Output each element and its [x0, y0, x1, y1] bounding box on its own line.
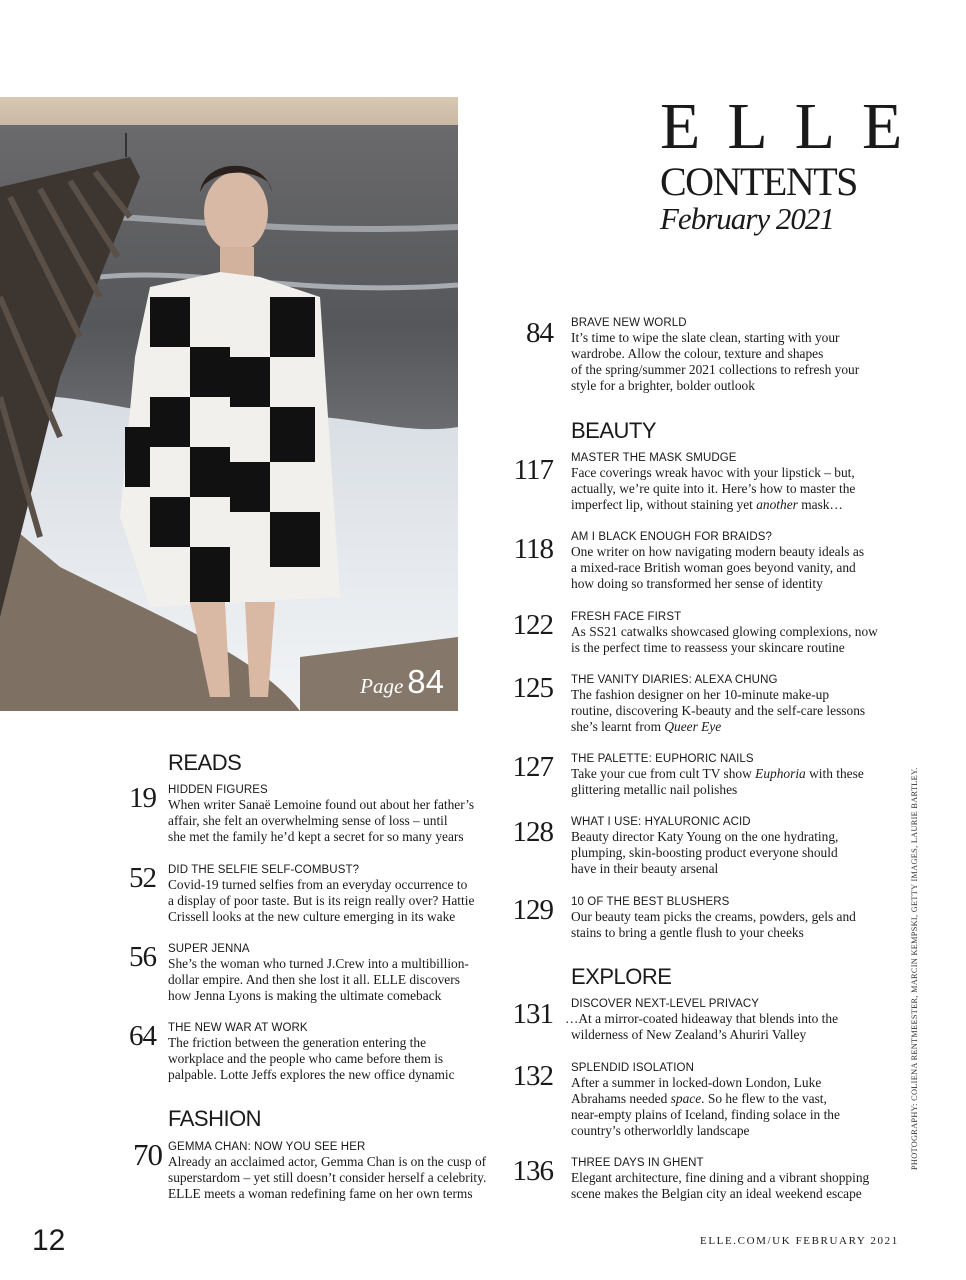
entry-title: MASTER THE MASK SMUDGE — [571, 452, 737, 464]
entry-description: After a summer in locked-down London, Luke Abrahams needed space. So he flew to the vast, near-empty plains of Iceland, finding solace in the country’s otherworldly landscape — [571, 1075, 840, 1138]
entry-page-number: 129 — [512, 894, 553, 926]
page-title: CONTENTS — [660, 159, 857, 204]
reads-entry[interactable] — [129, 782, 475, 845]
photo-page-word: Page — [360, 674, 404, 698]
entry-page-number: 19 — [129, 782, 156, 814]
entry-title: HIDDEN FIGURES — [168, 784, 268, 796]
entry-description: When writer Sanaë Lemoine found out about her father’s affair, she felt an overwhelming sense of loss – until she met the family he’d kept a secret for so many years — [168, 797, 475, 844]
entry-page-number: 56 — [129, 941, 156, 973]
entry-title: AM I BLACK ENOUGH FOR BRAIDS? — [571, 531, 772, 543]
entry-page-number: 127 — [512, 751, 553, 783]
entry-page-number: 128 — [512, 816, 553, 848]
entry-page-number: 125 — [512, 672, 553, 704]
entry-description: …At a mirror-coated hideaway that blends into the wilderness of New Zealand’s Ahuriri Valley — [565, 1011, 839, 1042]
entry-page-number: 131 — [512, 998, 553, 1030]
entry-title: DISCOVER NEXT-LEVEL PRIVACY — [571, 998, 760, 1010]
entry-description: Elegant architecture, fine dining and a vibrant shopping scene makes the Belgian city an ideal weekend escape — [571, 1170, 870, 1201]
entry-page-number: 84 — [526, 317, 553, 349]
entry-page-number: 132 — [512, 1060, 553, 1092]
entry-title: GEMMA CHAN: NOW YOU SEE HER — [168, 1141, 366, 1153]
entry-title: THE NEW WAR AT WORK — [168, 1022, 308, 1034]
entry-title: THREE DAYS IN GHENT — [571, 1157, 704, 1169]
entry-description: Covid-19 turned selfies from an everyday occurrence to a display of poor taste. But is its reign really over? Hattie Crissell looks at the new culture emerging in its wake — [168, 877, 475, 924]
photo-page-label — [360, 663, 444, 701]
beauty-entry[interactable] — [512, 894, 856, 941]
entry-description: It’s time to wipe the slate clean, starting with your wardrobe. Allow the colour, texture and shapes of the spring/summer 2021 collections to refresh your style for a brighter, bolder outlook — [571, 330, 860, 393]
entry-title: SUPER JENNA — [168, 943, 250, 955]
entry-page-number: 118 — [513, 533, 553, 565]
entry-title: FRESH FACE FIRST — [571, 611, 682, 623]
entry-page-number: 122 — [512, 609, 553, 641]
fashion-entry[interactable] — [133, 1137, 487, 1202]
beauty-entry[interactable] — [513, 530, 865, 592]
explore-entry[interactable] — [512, 997, 839, 1043]
entry-description: Beauty director Katy Young on the one hydrating, plumping, skin-boosting product everyone should have in their beauty arsenal — [571, 829, 839, 876]
elle-logo: ELLE — [660, 90, 930, 163]
entry-description: As SS21 catwalks showcased glowing complexions, now is the perfect time to reassess your skincare routine — [571, 624, 878, 655]
section-heading-reads: READS — [168, 750, 242, 775]
entry-title: THE VANITY DIARIES: ALEXA CHUNG — [571, 674, 778, 686]
entry-title: WHAT I USE: HYALURONIC ACID — [571, 816, 751, 828]
entry-description: Take your cue from cult TV show Euphoria with these glittering metallic nail polishes — [571, 766, 864, 797]
cover-photo — [0, 97, 458, 711]
reads-entry[interactable] — [129, 1020, 455, 1083]
lead-entry[interactable] — [526, 316, 860, 394]
beauty-entry[interactable] — [512, 609, 878, 656]
entry-description: Our beauty team picks the creams, powders, gels and stains to bring a gentle flush to your cheeks — [571, 909, 856, 940]
entry-description: The fashion designer on her 10-minute make-up routine, discovering K-beauty and the self-care lessons she’s learnt from Queer Eye — [571, 687, 866, 734]
explore-entry[interactable] — [512, 1060, 840, 1139]
photo-credit: PHOTOGRAPHY: COLIENA RENTMEESTER, MARCIN KEMPSKI, GETTY IMAGES, LAURIE BARTLEY. — [910, 767, 919, 1170]
entry-page-number: 52 — [129, 862, 156, 894]
reads-entry[interactable] — [129, 862, 475, 925]
section-heading-explore: EXPLORE — [571, 964, 672, 989]
page-folio: 12 — [32, 1224, 66, 1257]
issue-date: February 2021 — [660, 201, 834, 236]
entry-title: THE PALETTE: EUPHORIC NAILS — [571, 753, 754, 765]
footer-line: ELLE.COM/UK FEBRUARY 2021 — [700, 1235, 899, 1247]
entry-title: BRAVE NEW WORLD — [571, 317, 687, 329]
photo-illustration — [0, 97, 458, 711]
entry-page-number: 70 — [133, 1137, 162, 1172]
beauty-entry[interactable] — [512, 751, 864, 798]
beauty-entry[interactable] — [512, 815, 839, 877]
section-heading-fashion: FASHION — [168, 1106, 262, 1131]
entry-page-number: 136 — [512, 1155, 553, 1187]
entry-title: SPLENDID ISOLATION — [571, 1062, 695, 1074]
entry-description: She’s the woman who turned J.Crew into a multibillion- dollar empire. And then she lost it all. ELLE discovers how Jenna Lyons is making the ultimate comeback — [168, 956, 469, 1003]
entry-title: 10 OF THE BEST BLUSHERS — [571, 896, 730, 908]
entry-page-number: 64 — [129, 1020, 156, 1052]
entry-description: Already an acclaimed actor, Gemma Chan is on the cusp of superstardom – yet still doesn’t consider herself a celebrity. ELLE meets a woman redefining fame on her own terms — [168, 1154, 487, 1201]
entry-description: One writer on how navigating modern beauty ideals as a mixed-race British woman goes beyond vanity, and how doing so transformed her sense of identity — [571, 544, 865, 591]
entry-description: The friction between the generation entering the workplace and the people who came before them is palpable. Lotte Jeffs explores the new office dynamic — [168, 1035, 455, 1082]
explore-entry[interactable] — [512, 1155, 870, 1202]
photo-page-number: 84 — [407, 663, 444, 700]
beauty-entry[interactable] — [513, 451, 856, 513]
section-heading-beauty: BEAUTY — [571, 418, 657, 443]
entry-page-number: 117 — [513, 454, 553, 486]
beauty-entry[interactable] — [512, 672, 866, 735]
masthead — [660, 90, 930, 236]
entry-description: Face coverings wreak havoc with your lipstick – but, actually, we’re quite into it. Here’s how to master the imperfect lip, without staining yet another mask… — [571, 465, 856, 512]
reads-entry[interactable] — [129, 941, 469, 1004]
entry-title: DID THE SELFIE SELF-COMBUST? — [168, 864, 360, 876]
